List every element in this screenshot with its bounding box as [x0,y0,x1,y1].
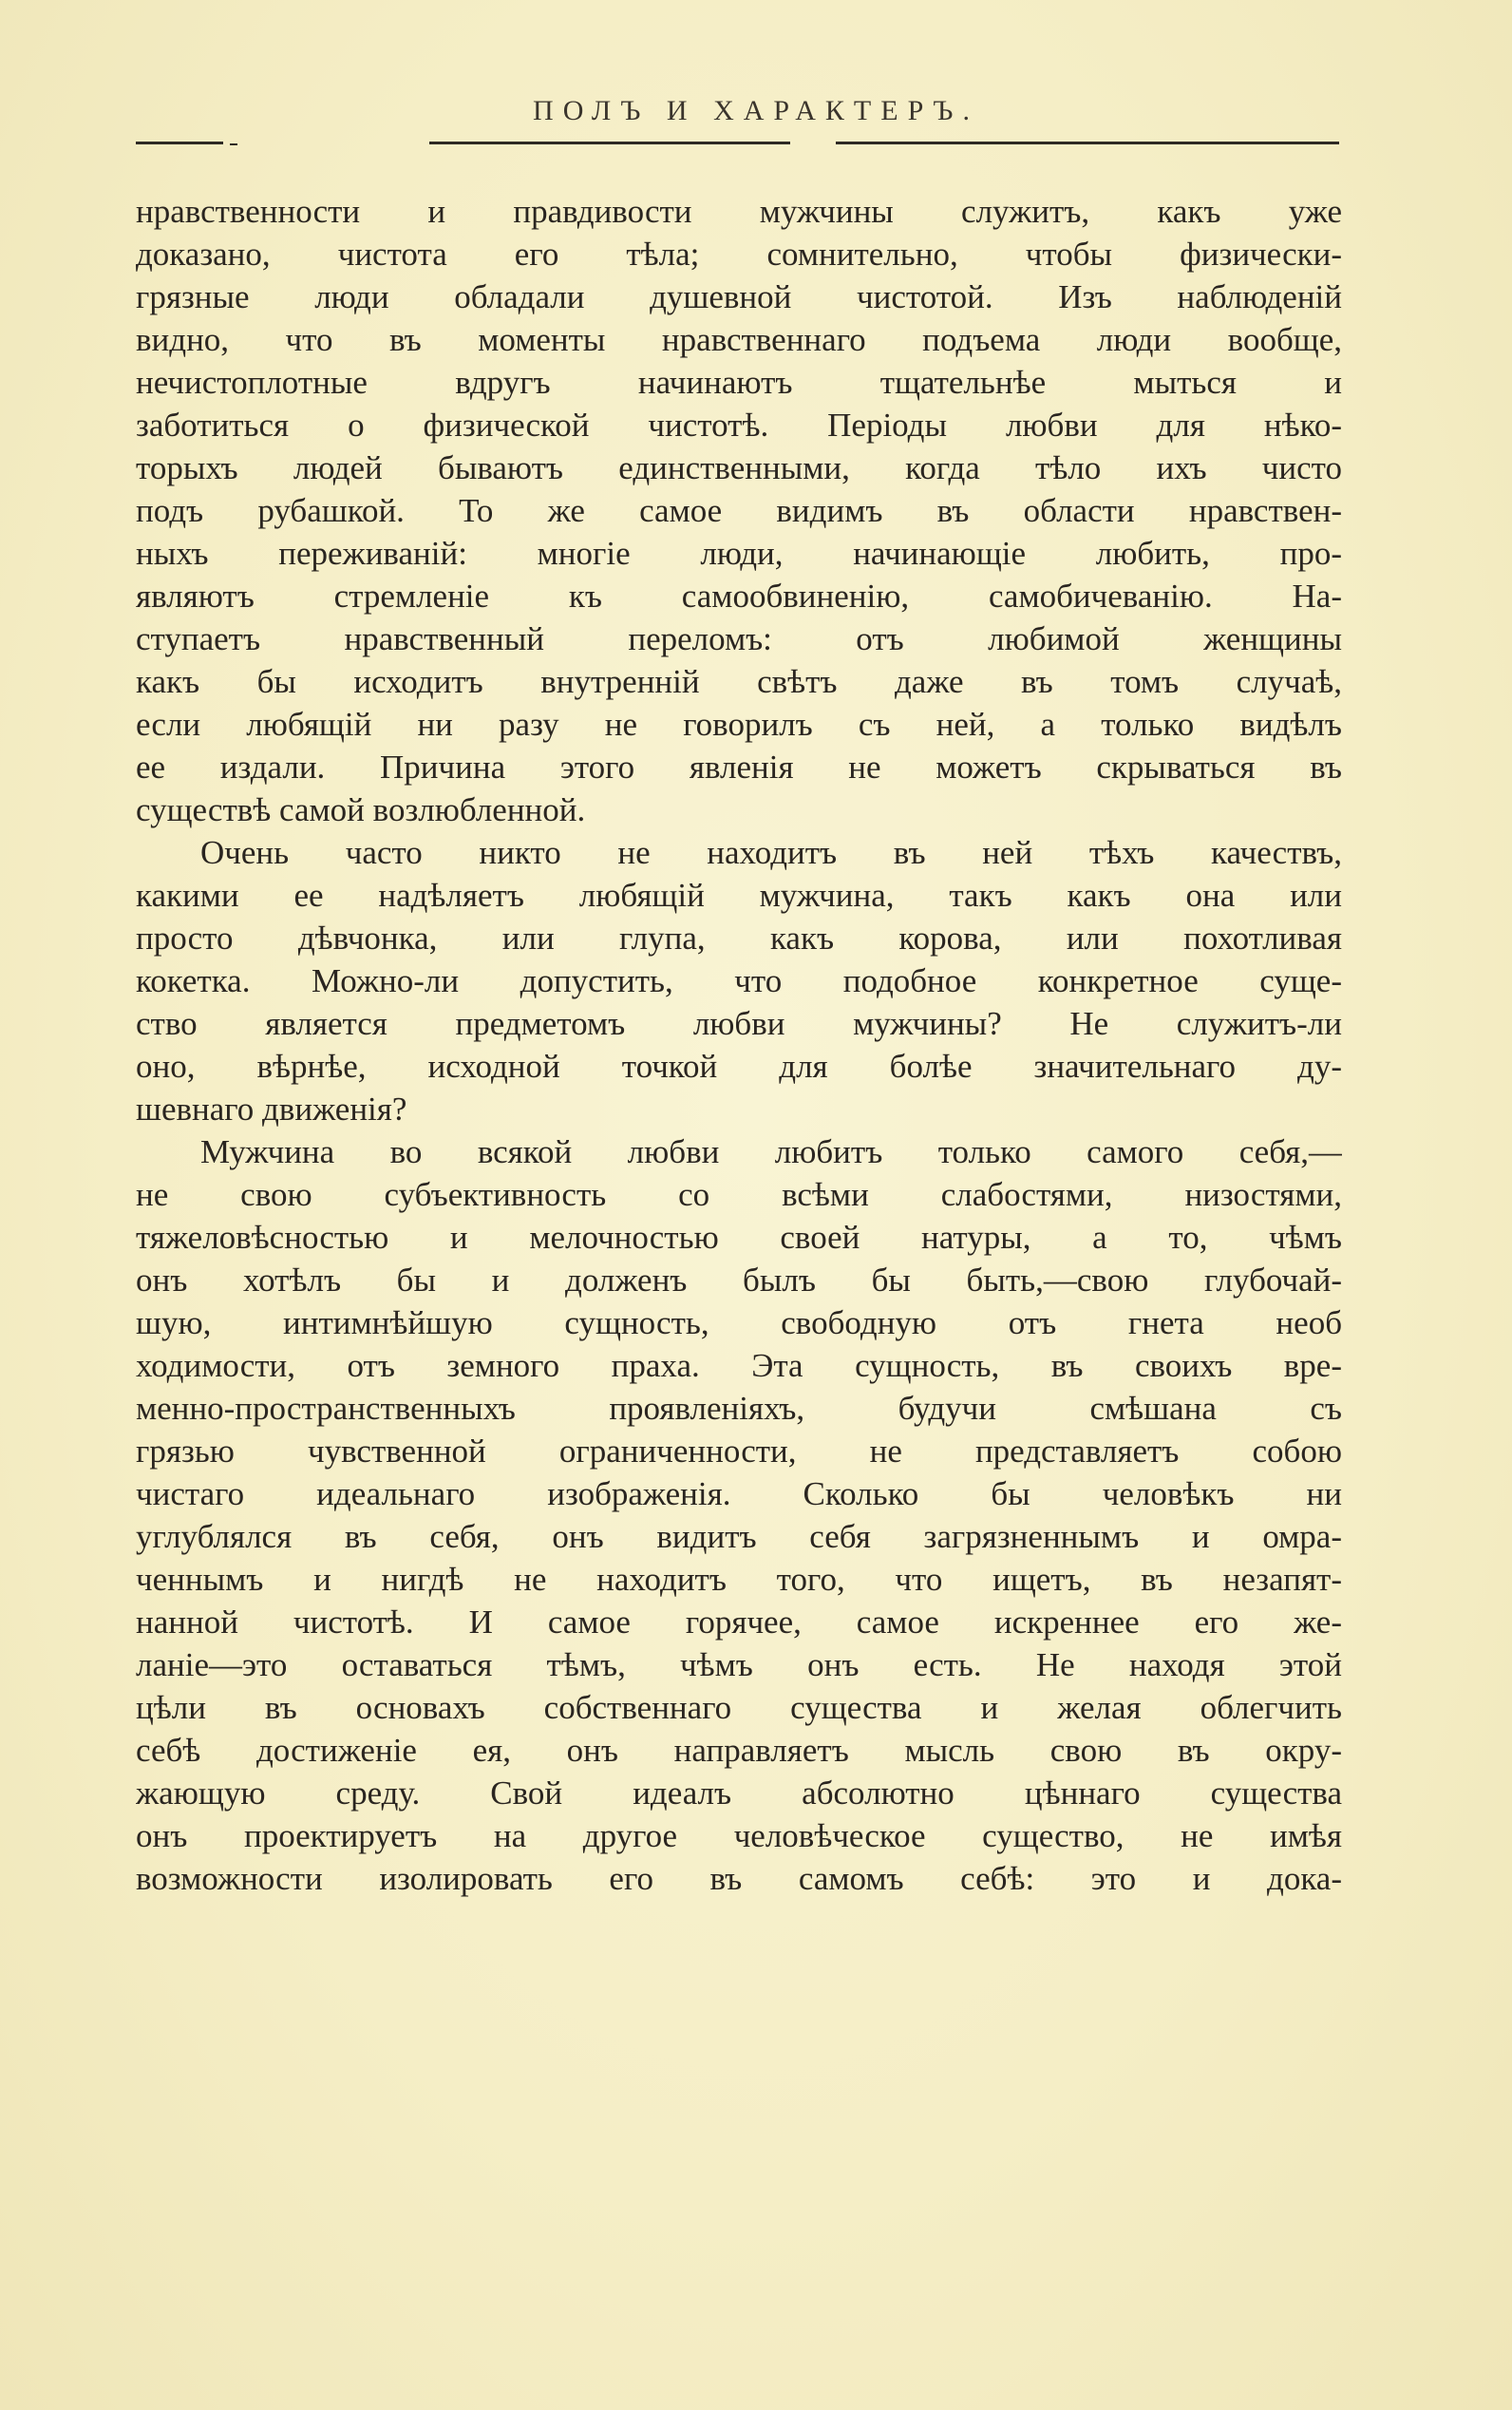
text-line: ныхъ переживаній: многіе люди, начинающіе любить, про- [136,535,1342,572]
header-rule-segment [429,142,790,144]
text-line: жающую среду. Свой идеалъ абсолютно цѣннаго существа [136,1774,1342,1812]
text-line: ходимости, отъ земного праха. Эта сущность, въ своихъ вре- [136,1347,1342,1384]
text-line: нравственности и правдивости мужчины служитъ, какъ уже [136,193,1342,230]
text-line: Мужчина во всякой любви любитъ только самого себя,— [200,1133,1342,1170]
text-line: ство является предметомъ любви мужчины? Не служитъ-ли [136,1005,1342,1042]
text-line: грязью чувственной ограниченности, не представляетъ собою [136,1433,1342,1470]
text-line: видно, что въ моменты нравственнаго подъема люди вообще, [136,321,1342,358]
text-line: ступаетъ нравственный переломъ: отъ любимой женщины [136,620,1342,657]
header-rule-segment [836,142,1339,144]
text-line: шую, интимнѣйшую сущность, свободную отъ гнета необ [136,1304,1342,1341]
text-line: торыхъ людей бываютъ единственными, когда тѣло ихъ чисто [136,449,1342,486]
header-rule-segment [230,143,237,145]
text-line: грязные люди обладали душевной чистотой. Изъ наблюденій [136,278,1342,315]
text-line: тяжеловѣсностью и мелочностью своей натуры, а то, чѣмъ [136,1219,1342,1256]
body-text [136,190,1342,1900]
text-line: кокетка. Можно-ли допустить, что подобное конкретное суще- [136,962,1342,999]
text-line: Очень часто никто не находитъ въ ней тѣхъ качествъ, [200,834,1342,871]
text-line: шевнаго движенія? [136,1091,407,1128]
text-line: являютъ стремленіе къ самообвиненію, самобичеванію. На- [136,578,1342,615]
text-line: не свою субъективность со всѣми слабостями, низостями, [136,1176,1342,1213]
text-line: нечистоплотные вдругъ начинаютъ тщательнѣе мыться и [136,364,1342,401]
text-line: оно, вѣрнѣе, исходной точкой для болѣе значительнаго ду- [136,1048,1342,1085]
running-head: ПОЛЪ И ХАРАКТЕРЪ. [533,95,979,126]
text-line: подъ рубашкой. То же самое видимъ въ области нравствен- [136,492,1342,529]
text-line: заботиться о физической чистотѣ. Періоды любви для нѣко- [136,407,1342,444]
text-line: какими ее надѣляетъ любящій мужчина, такъ какъ она или [136,877,1342,914]
text-line: просто дѣвчонка, или глупа, какъ корова, или похотливая [136,920,1342,957]
text-line: ченнымъ и нигдѣ не находитъ того, что ищетъ, въ незапят- [136,1561,1342,1598]
text-line: цѣли въ основахъ собственнаго существа и желая облегчить [136,1689,1342,1726]
text-line: онъ хотѣлъ бы и долженъ былъ бы быть,—свою глубочай- [136,1262,1342,1299]
text-line: существѣ самой возлюбленной. [136,791,586,828]
text-line: себѣ достиженіе ея, онъ направляетъ мысль свою въ окру- [136,1732,1342,1769]
header-rule-segment [136,142,223,144]
text-line: какъ бы исходитъ внутренній свѣтъ даже въ томъ случаѣ, [136,663,1342,700]
text-line: ланіе—это оставаться тѣмъ, чѣмъ онъ есть. Не находя этой [136,1646,1342,1683]
text-line: ее издали. Причина этого явленія не можетъ скрываться въ [136,749,1342,786]
text-line: доказано, чистота его тѣла; сомнительно, чтобы физически- [136,236,1342,273]
text-line: углублялся въ себя, онъ видитъ себя загрязненнымъ и омра- [136,1518,1342,1555]
text-line: возможности изолировать его въ самомъ себѣ: это и дока- [136,1860,1342,1897]
text-line: если любящій ни разу не говорилъ съ ней, а только видѣлъ [136,706,1342,743]
text-line: чистаго идеальнаго изображенія. Сколько бы человѣкъ ни [136,1475,1342,1512]
text-line: менно-пространственныхъ проявленіяхъ, будучи смѣшана съ [136,1390,1342,1427]
text-line: нанной чистотѣ. И самое горячее, самое искреннее его же- [136,1604,1342,1641]
text-line: онъ проектируетъ на другое человѣческое существо, не имѣя [136,1817,1342,1854]
